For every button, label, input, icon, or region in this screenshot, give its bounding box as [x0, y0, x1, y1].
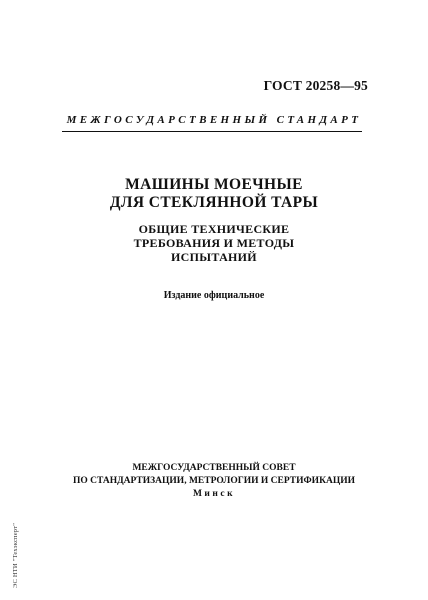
subtitle-line-3: ИСПЫТАНИЙ	[171, 250, 257, 264]
subtitle-line-1: ОБЩИЕ ТЕХНИЧЕСКИЕ	[138, 222, 290, 236]
publisher-block	[0, 462, 428, 501]
header-divider	[62, 131, 362, 132]
edition-note: Издание официальное	[163, 290, 265, 301]
title-line-2: ДЛЯ СТЕКЛЯННОЙ ТАРЫ	[109, 194, 319, 211]
gost-number: ГОСТ 20258—95	[263, 78, 368, 93]
side-stamp: ЭС НТИ "Техэксперт"	[12, 522, 19, 588]
standard-type-header: МЕЖГОСУДАРСТВЕННЫЙ СТАНДАРТ	[66, 114, 362, 126]
publisher-city: Минск	[192, 489, 236, 499]
title-line-1: МАШИНЫ МОЕЧНЫЕ	[125, 176, 303, 193]
publisher-line-2: ПО СТАНДАРТИЗАЦИИ, МЕТРОЛОГИИ И СЕРТИФИКАЦИИ	[72, 476, 355, 486]
publisher-line-1: МЕЖГОСУДАРСТВЕННЫЙ СОВЕТ	[132, 463, 296, 473]
subtitle-line-2: ТРЕБОВАНИЯ И МЕТОДЫ	[133, 236, 295, 250]
document-subtitle	[0, 222, 428, 264]
document-title	[0, 176, 428, 212]
